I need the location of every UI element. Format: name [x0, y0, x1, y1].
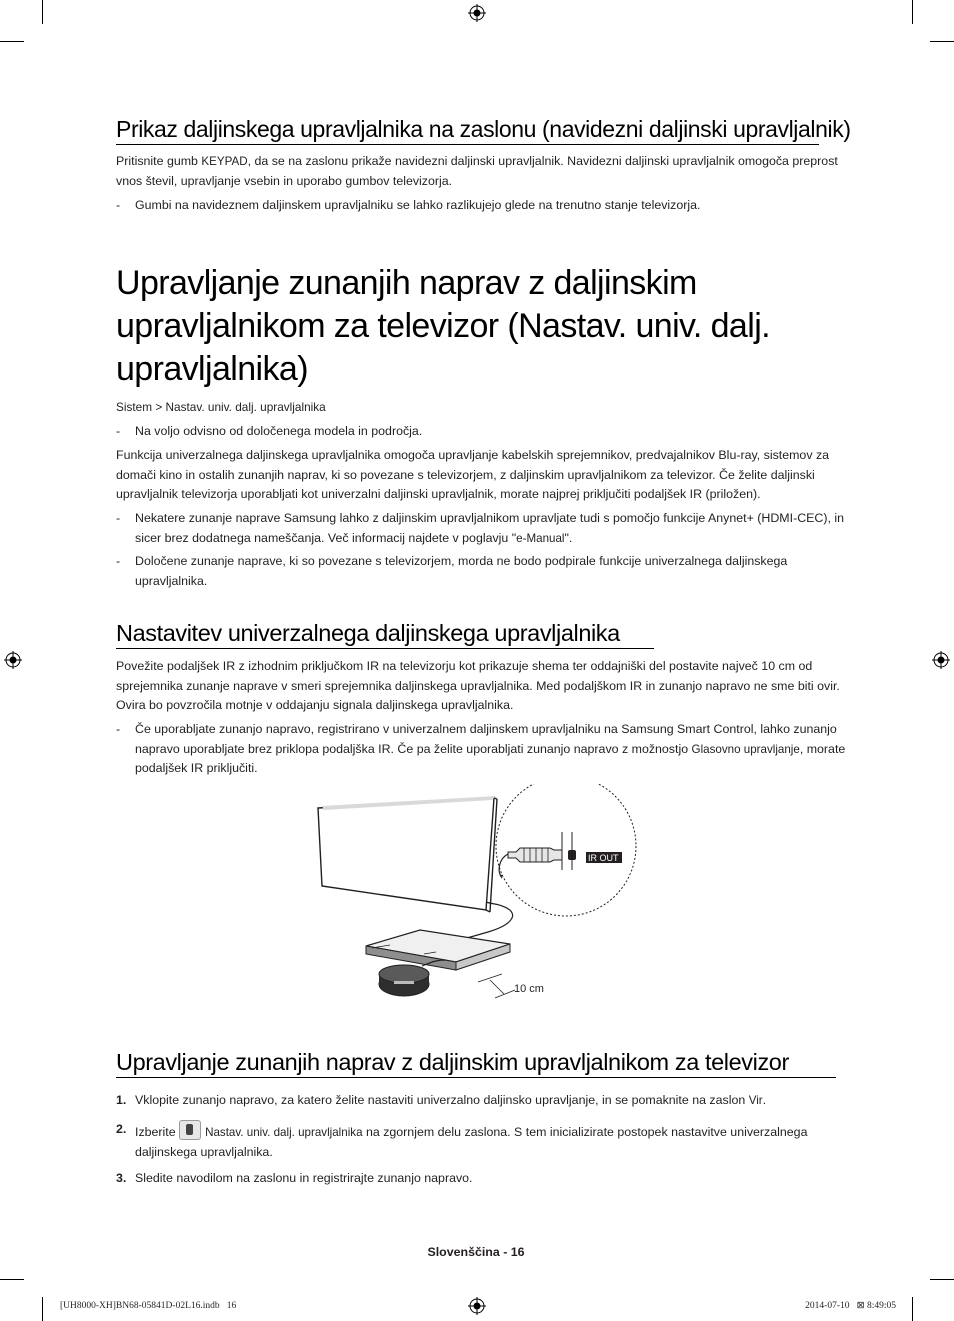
crop-mark [42, 0, 43, 24]
registration-mark-icon [4, 651, 22, 669]
set-top-box-illustration [366, 930, 510, 970]
distance-label: 10 cm [514, 983, 544, 995]
crop-mark [930, 1279, 954, 1280]
section-underline [116, 144, 819, 145]
crop-mark [912, 1297, 913, 1321]
note-item: - Določene zunanje naprave, ki so povezane s televizorjem, morda ne bodo podpirale funkcije univerzalnega daljinskega upravljalnika. [116, 554, 788, 588]
section-underline [116, 648, 654, 649]
note-item: - Nekatere zunanje naprave Samsung lahko z daljinskim upravljalnikom upravljate tudi s pomočjo funkcije Anynet+ (HDMI-CEC), in sicer brez dodatnega nameščanja. Več informacij najdete v poglavju "e-Manual". [116, 511, 845, 545]
print-file-info: [UH8000-XH]BN68-05841D-02L16.indb 16 [60, 1301, 237, 1311]
print-timestamp: 2014-07-10 ⊠ 8:49:05 [805, 1301, 896, 1311]
crop-mark [930, 41, 954, 42]
note-item: - Če uporabljate zunanjo napravo, registrirano v univerzalnem daljinskem upravljalniku na Samsung Smart Control, lahko zunanjo napravo uporabljate brez priklopa podaljška IR. Če pa želite uporabljati zunanjo napravo z možnostjo Glasovno upravljanje, morate podaljšek IR priključiti. [116, 722, 846, 775]
ir-out-label: IR OUT [588, 853, 619, 863]
e-manual-link[interactable]: e-Manual [516, 531, 565, 545]
paragraph-ir-extender: Povežite podaljšek IR z izhodnim priključkom IR na televizorju kot prikazuje shema ter oddajniški del postavite največ 10 cm od sprejemnika zunanje naprave v smeri sprejemnika daljinskega upravljalnika. Med podaljškom IR in zunanjo napravo ne sme biti ovir. Ovira bo povzročila motnje v oddajanju signala daljinskega upravljalnika. [116, 659, 840, 712]
crop-mark [0, 41, 24, 42]
crop-mark [42, 1297, 43, 1321]
page-number: Slovenščina - 16 [427, 1245, 525, 1259]
step-item: 3. Sledite navodilom na zaslonu in registrirajte zunanjo napravo. [116, 1171, 473, 1185]
tv-illustration [318, 796, 497, 912]
section-title-virtual-remote: Prikaz daljinskega upravljalnika na zaslonu (navidezni daljinski upravljalnik) [116, 116, 851, 142]
keypad-button-label: KEYPAD [201, 155, 248, 168]
registration-mark-icon [468, 4, 486, 22]
step-item: 1. Vklopite zunanjo napravo, za katero želite nastaviti univerzalno daljinsko upravljanje, in se pomaknite na zaslon Vir. [116, 1093, 767, 1107]
crop-mark [912, 0, 913, 24]
section-title-setup: Nastavitev univerzalnega daljinskega upravljalnika [116, 620, 620, 646]
registration-mark-icon [932, 651, 950, 669]
voice-control-label: Glasovno upravljanje [691, 742, 800, 756]
source-label: Vir [748, 1094, 763, 1107]
registration-mark-icon [468, 1297, 486, 1315]
step-item: 2. Izberite Nastav. univ. dalj. upravljalnika na zgornjem delu zaslona. S tem inicializirate postopek nastavitve univerzalnega daljinskega upravljalnika. [116, 1122, 808, 1159]
note-item: - Na voljo odvisno od določenega modela in področja. [116, 424, 423, 438]
chapter-title: Upravljanje zunanjih naprav z daljinskim upravljalnikom za televizor (Nastav. univ. dalj. upravljalnika) [116, 264, 770, 388]
universal-remote-setup-label: Nastav. univ. dalj. upravljalnika [205, 1126, 363, 1139]
crop-mark [0, 1279, 24, 1280]
section-title-control: Upravljanje zunanjih naprav z daljinskim upravljalnikom za televizor [116, 1049, 789, 1075]
ir-extender-diagram [310, 784, 640, 1008]
note-item: - Gumbi na navideznem daljinskem upravljalniku se lahko razlikujejo glede na trenutno stanje televizorja. [116, 198, 701, 212]
paragraph-keypad: Pritisnite gumb KEYPAD, da se na zaslonu prikaže navidezni daljinski upravljalnik. Navidezni daljinski upravljalnik omogoča preprost vnos števil, upravljanje vsebin in uporabo gumbov televizorja. [116, 154, 838, 188]
section-underline [116, 1077, 836, 1078]
menu-path: Sistem > Nastav. univ. dalj. upravljalnika [116, 400, 326, 414]
universal-remote-app-icon [179, 1120, 201, 1140]
paragraph-intro: Funkcija univerzalnega daljinskega upravljalnika omogoča upravljanje kabelskih sprejemnikov, predvajalnikov Blu-ray, sistemov za domači kino in ostalih zunanjih naprav, ki so povezane s televizorjem, z daljinskim upravljalnikom za televizor. Če želite daljinski upravljalnik televizorja uporabljati kot univerzalni daljinski upravljalnik, morate najprej priključiti podaljšek IR (priložen). [116, 448, 830, 501]
